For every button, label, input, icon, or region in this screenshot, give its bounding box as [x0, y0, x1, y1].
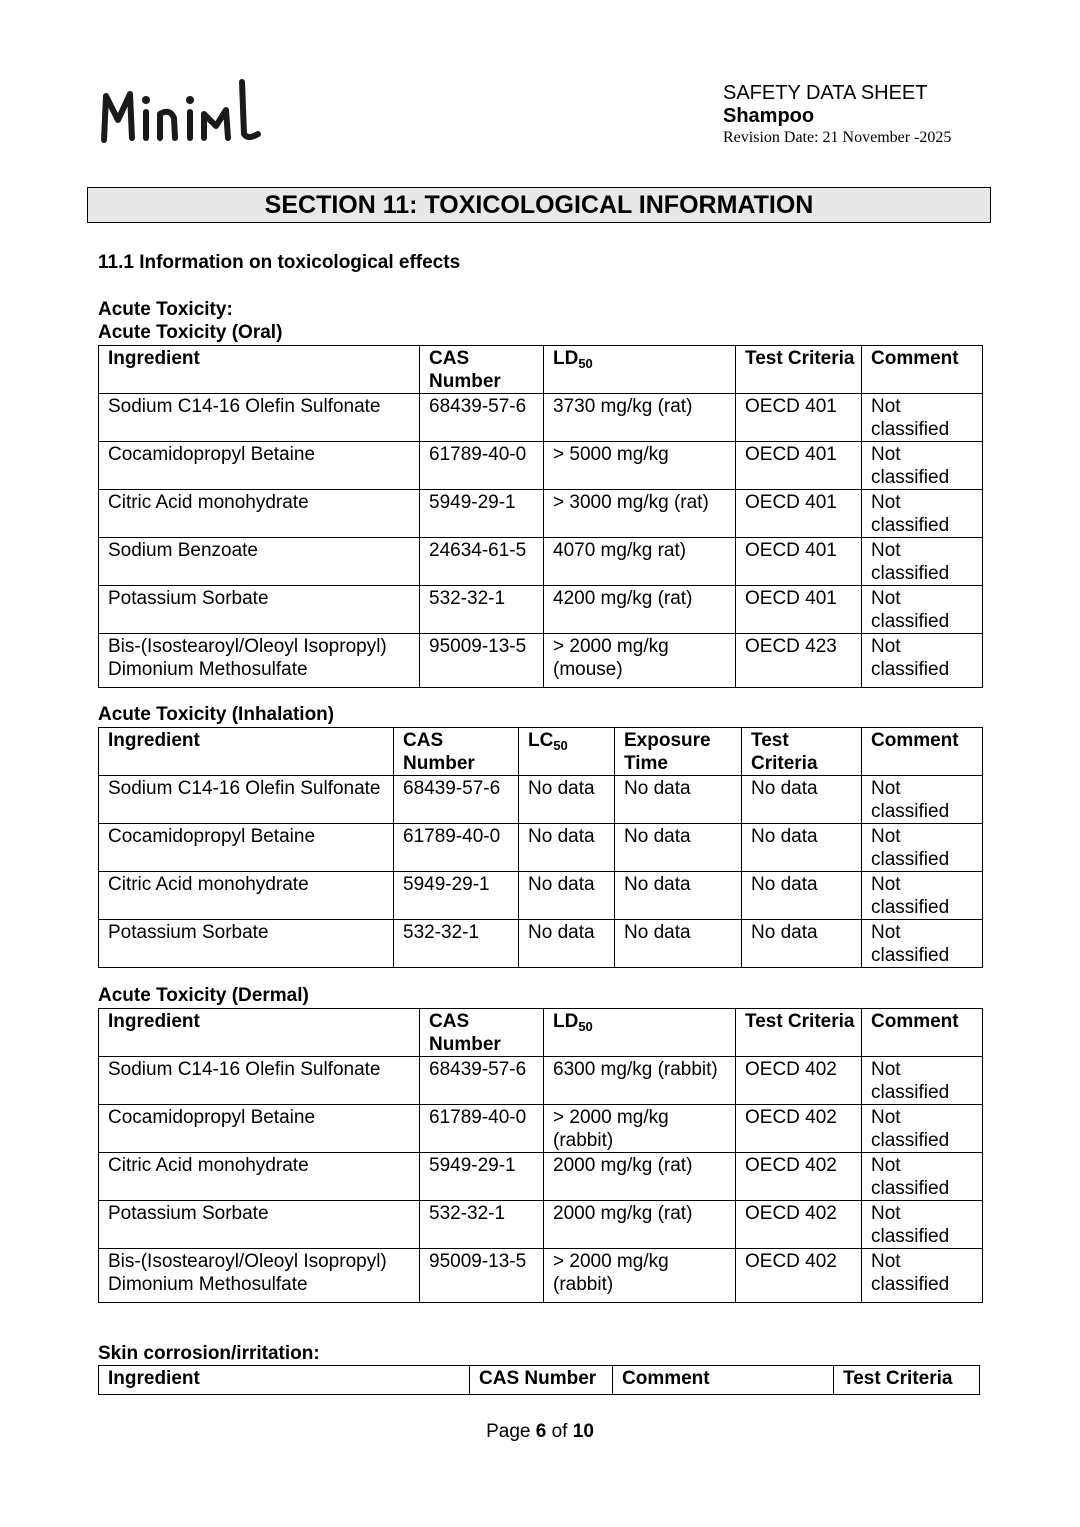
col-test: Test Criteria: [736, 346, 862, 394]
col-ingredient: Ingredient: [99, 346, 420, 394]
table-row: Potassium Sorbate 532-32-1 4200 mg/kg (rat) OECD 401 Not classified: [99, 586, 983, 634]
col-comment: Comment: [613, 1366, 834, 1395]
product-name: Shampoo: [723, 105, 815, 127]
miniml-logo: [98, 72, 268, 152]
col-comment: Comment: [862, 346, 983, 394]
col-test: Test Criteria: [736, 1009, 862, 1057]
revision-date: Revision Date: 21 November -2025: [723, 129, 952, 146]
page-of: of: [551, 1421, 568, 1442]
col-exposure: Exposure Time: [615, 728, 742, 776]
col-cas: CAS Number: [394, 728, 519, 776]
table-header-row: [99, 728, 983, 776]
acute-toxicity-heading: Acute Toxicity:: [98, 299, 233, 320]
oral-heading: Acute Toxicity (Oral): [98, 322, 283, 343]
oral-toxicity-table: [98, 345, 983, 688]
col-ingredient: Ingredient: [99, 1009, 420, 1057]
table-row: Cocamidopropyl Betaine 61789-40-0 > 2000 mg/kg (rabbit) OECD 402 Not classified: [99, 1105, 983, 1153]
col-test: Test Criteria: [742, 728, 862, 776]
doc-type: SAFETY DATA SHEET: [723, 82, 928, 104]
col-ld50: $LD_{50}$: [544, 346, 736, 394]
col-ld50: $LD_{50}$: [544, 1009, 736, 1057]
table-row: Potassium Sorbate 532-32-1 No data No data No data Not classified: [99, 920, 983, 968]
table-row: Citric Acid monohydrate 5949-29-1 No data No data No data Not classified: [99, 872, 983, 920]
subsection-heading: 11.1 Information on toxicological effects: [98, 252, 461, 273]
table-row: Cocamidopropyl Betaine 61789-40-0 > 5000 mg/kg OECD 401 Not classified: [99, 442, 983, 490]
table-row: Sodium C14-16 Olefin Sulfonate 68439-57-6 No data No data No data Not classified: [99, 776, 983, 824]
page-number: 6: [535, 1421, 547, 1442]
table-row: Bis-(Isostearoyl/Oleoyl Isopropyl) Dimonium Methosulfate 95009-13-5 > 2000 mg/kg (mouse) OECD 423 Not classified: [99, 634, 983, 688]
inhalation-toxicity-table: [98, 727, 983, 968]
col-cas: CAS Number: [470, 1366, 613, 1395]
table-header-row: [99, 346, 983, 394]
section-title: SECTION 11: TOXICOLOGICAL INFORMATION: [87, 187, 991, 223]
dermal-heading: Acute Toxicity (Dermal): [98, 985, 309, 1006]
inhalation-heading: Acute Toxicity (Inhalation): [98, 704, 335, 725]
table-row: Sodium Benzoate 24634-61-5 4070 mg/kg rat) OECD 401 Not classified: [99, 538, 983, 586]
table-row: Sodium C14-16 Olefin Sulfonate 68439-57-6 3730 mg/kg (rat) OECD 401 Not classified: [99, 394, 983, 442]
table-row: Citric Acid monohydrate 5949-29-1 > 3000 mg/kg (rat) OECD 401 Not classified: [99, 490, 983, 538]
table-row: Bis-(Isostearoyl/Oleoyl Isopropyl) Dimonium Methosulfate 95009-13-5 > 2000 mg/kg (rabbit) OECD 402 Not classified: [99, 1249, 983, 1303]
document-header: [723, 82, 1053, 148]
table-row: Sodium C14-16 Olefin Sulfonate 68439-57-6 6300 mg/kg (rabbit) OECD 402 Not classified: [99, 1057, 983, 1105]
table-row: Potassium Sorbate 532-32-1 2000 mg/kg (rat) OECD 402 Not classified: [99, 1201, 983, 1249]
table-row: Citric Acid monohydrate 5949-29-1 2000 mg/kg (rat) OECD 402 Not classified: [99, 1153, 983, 1201]
col-cas: CAS Number: [420, 346, 544, 394]
skin-irritation-table: [98, 1365, 980, 1395]
table-header-row: [99, 1366, 980, 1395]
page-footer: [0, 1421, 1080, 1443]
table-header-row: [99, 1009, 983, 1057]
skin-heading: Skin corrosion/irritation:: [98, 1343, 320, 1364]
page-label: Page: [486, 1421, 531, 1442]
col-comment: Comment: [862, 728, 983, 776]
col-cas: CAS Number: [420, 1009, 544, 1057]
col-ingredient: Ingredient: [99, 1366, 470, 1395]
dermal-toxicity-table: [98, 1008, 983, 1303]
col-lc50: $LC_{50}$: [519, 728, 615, 776]
col-test: Test Criteria: [834, 1366, 980, 1395]
col-comment: Comment: [862, 1009, 983, 1057]
table-row: Cocamidopropyl Betaine 61789-40-0 No data No data No data Not classified: [99, 824, 983, 872]
col-ingredient: Ingredient: [99, 728, 394, 776]
page-total: 10: [572, 1421, 594, 1442]
